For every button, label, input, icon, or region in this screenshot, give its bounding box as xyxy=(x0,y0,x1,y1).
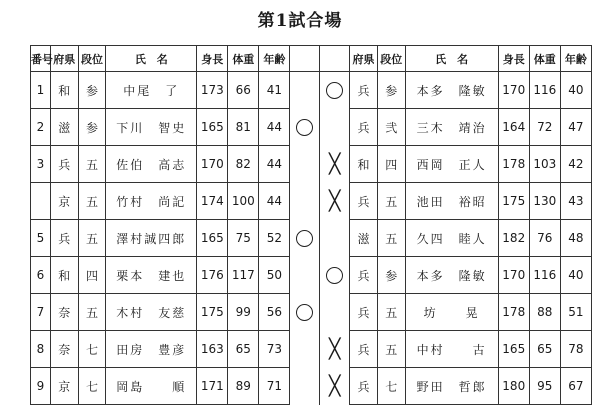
right-prefecture: 兵 xyxy=(350,72,378,109)
right-name: 西岡 正人 xyxy=(405,146,498,183)
right-result xyxy=(320,294,350,331)
left-name: 澤村誠四郎 xyxy=(106,220,197,257)
right-name: 池田 裕昭 xyxy=(405,183,498,220)
left-result xyxy=(290,72,320,109)
right-height: 170 xyxy=(498,257,529,294)
left-result xyxy=(290,220,320,257)
left-height: 165 xyxy=(197,109,228,146)
right-result xyxy=(320,257,350,294)
left-name: 栗本 建也 xyxy=(106,257,197,294)
header-age-right: 年齢 xyxy=(560,46,591,72)
win-circle-icon xyxy=(296,119,313,136)
left-weight: 81 xyxy=(228,109,259,146)
header-weight-left: 体重 xyxy=(228,46,259,72)
header-result-right xyxy=(320,46,350,72)
left-name: 佐伯 高志 xyxy=(106,146,197,183)
right-weight: 95 xyxy=(529,368,560,405)
right-height: 178 xyxy=(498,146,529,183)
left-result xyxy=(290,109,320,146)
left-rank: 四 xyxy=(78,257,106,294)
left-result xyxy=(290,331,320,368)
left-weight: 65 xyxy=(228,331,259,368)
left-weight: 100 xyxy=(228,183,259,220)
left-age: 44 xyxy=(259,183,290,220)
left-name: 中尾 了 xyxy=(106,72,197,109)
left-rank: 五 xyxy=(78,294,106,331)
right-weight: 76 xyxy=(529,220,560,257)
left-prefecture: 和 xyxy=(50,257,78,294)
cross-mark-icon: ╳ xyxy=(329,189,341,212)
right-name: 野田 哲郎 xyxy=(405,368,498,405)
right-rank: 五 xyxy=(377,183,405,220)
right-name: 三木 靖治 xyxy=(405,109,498,146)
left-age: 73 xyxy=(259,331,290,368)
right-age: 40 xyxy=(560,257,591,294)
header-no: 番号 xyxy=(31,46,51,72)
left-height: 173 xyxy=(197,72,228,109)
right-rank: 五 xyxy=(377,220,405,257)
right-prefecture: 兵 xyxy=(350,294,378,331)
header-height-left: 身長 xyxy=(197,46,228,72)
right-age: 51 xyxy=(560,294,591,331)
left-prefecture: 和 xyxy=(50,72,78,109)
header-age-left: 年齢 xyxy=(259,46,290,72)
left-height: 170 xyxy=(197,146,228,183)
row-number: 7 xyxy=(31,294,51,331)
left-height: 163 xyxy=(197,331,228,368)
left-rank: 七 xyxy=(78,331,106,368)
right-age: 78 xyxy=(560,331,591,368)
right-result xyxy=(320,220,350,257)
right-name: 坊 晃 xyxy=(405,294,498,331)
left-rank: 参 xyxy=(78,109,106,146)
left-height: 171 xyxy=(197,368,228,405)
right-result xyxy=(320,331,350,368)
left-rank: 五 xyxy=(78,146,106,183)
header-weight-right: 体重 xyxy=(529,46,560,72)
right-prefecture: 兵 xyxy=(350,257,378,294)
right-height: 165 xyxy=(498,331,529,368)
left-weight: 75 xyxy=(228,220,259,257)
header-rank-right: 段位 xyxy=(377,46,405,72)
left-name: 竹村 尚記 xyxy=(106,183,197,220)
right-weight: 116 xyxy=(529,257,560,294)
left-name: 木村 友慈 xyxy=(106,294,197,331)
row-number: 3 xyxy=(31,146,51,183)
left-weight: 89 xyxy=(228,368,259,405)
left-height: 175 xyxy=(197,294,228,331)
right-name: 本多 隆敏 xyxy=(405,72,498,109)
win-circle-icon xyxy=(326,82,343,99)
page-title: 第1試合場 xyxy=(257,11,343,31)
right-result xyxy=(320,72,350,109)
header-pref-left: 府県 xyxy=(50,46,78,72)
right-rank: 参 xyxy=(377,257,405,294)
right-name: 本多 隆敏 xyxy=(405,257,498,294)
left-result xyxy=(290,183,320,220)
left-weight: 82 xyxy=(228,146,259,183)
header-rank-left: 段位 xyxy=(78,46,106,72)
table-row xyxy=(31,294,592,331)
table-row xyxy=(31,146,592,183)
left-name: 岡島 順 xyxy=(106,368,197,405)
right-age: 40 xyxy=(560,72,591,109)
right-prefecture: 和 xyxy=(350,146,378,183)
left-age: 50 xyxy=(259,257,290,294)
right-height: 170 xyxy=(498,72,529,109)
left-prefecture: 京 xyxy=(50,368,78,405)
left-age: 44 xyxy=(259,109,290,146)
right-height: 182 xyxy=(498,220,529,257)
right-age: 67 xyxy=(560,368,591,405)
left-prefecture: 兵 xyxy=(50,220,78,257)
row-number: 9 xyxy=(31,368,51,405)
header-name-left: 氏 名 xyxy=(106,46,197,72)
right-age: 47 xyxy=(560,109,591,146)
table-row xyxy=(31,368,592,405)
row-number: 8 xyxy=(31,331,51,368)
right-weight: 72 xyxy=(529,109,560,146)
left-age: 44 xyxy=(259,146,290,183)
right-prefecture: 兵 xyxy=(350,368,378,405)
left-weight: 117 xyxy=(228,257,259,294)
cross-mark-icon: ╳ xyxy=(329,337,341,360)
right-rank: 四 xyxy=(377,146,405,183)
right-age: 48 xyxy=(560,220,591,257)
right-rank: 五 xyxy=(377,331,405,368)
right-prefecture: 兵 xyxy=(350,331,378,368)
right-result xyxy=(320,183,350,220)
left-age: 52 xyxy=(259,220,290,257)
table-row xyxy=(31,220,592,257)
win-circle-icon xyxy=(296,304,313,321)
right-weight: 130 xyxy=(529,183,560,220)
left-age: 41 xyxy=(259,72,290,109)
row-number xyxy=(31,183,51,220)
right-weight: 116 xyxy=(529,72,560,109)
cross-mark-icon: ╳ xyxy=(329,374,341,397)
right-age: 43 xyxy=(560,183,591,220)
left-rank: 七 xyxy=(78,368,106,405)
row-number: 2 xyxy=(31,109,51,146)
left-prefecture: 奈 xyxy=(50,331,78,368)
table-row xyxy=(31,72,592,109)
right-rank: 参 xyxy=(377,72,405,109)
right-prefecture: 兵 xyxy=(350,183,378,220)
row-number: 5 xyxy=(31,220,51,257)
row-number: 1 xyxy=(31,72,51,109)
right-result xyxy=(320,109,350,146)
match-table xyxy=(30,45,592,405)
left-age: 56 xyxy=(259,294,290,331)
right-height: 180 xyxy=(498,368,529,405)
right-height: 175 xyxy=(498,183,529,220)
left-height: 174 xyxy=(197,183,228,220)
right-rank: 五 xyxy=(377,294,405,331)
row-number: 6 xyxy=(31,257,51,294)
left-result xyxy=(290,146,320,183)
right-height: 164 xyxy=(498,109,529,146)
left-weight: 99 xyxy=(228,294,259,331)
right-name: 久四 睦人 xyxy=(405,220,498,257)
header-height-right: 身長 xyxy=(498,46,529,72)
right-age: 42 xyxy=(560,146,591,183)
right-prefecture: 兵 xyxy=(350,109,378,146)
left-rank: 参 xyxy=(78,72,106,109)
right-rank: 七 xyxy=(377,368,405,405)
table-row xyxy=(31,109,592,146)
left-height: 165 xyxy=(197,220,228,257)
left-prefecture: 滋 xyxy=(50,109,78,146)
left-rank: 五 xyxy=(78,183,106,220)
left-rank: 五 xyxy=(78,220,106,257)
right-result xyxy=(320,146,350,183)
table-row xyxy=(31,331,592,368)
right-weight: 103 xyxy=(529,146,560,183)
header-result-left xyxy=(290,46,320,72)
left-prefecture: 京 xyxy=(50,183,78,220)
left-name: 田房 豊彦 xyxy=(106,331,197,368)
right-result xyxy=(320,368,350,405)
left-result xyxy=(290,294,320,331)
left-height: 176 xyxy=(197,257,228,294)
right-weight: 65 xyxy=(529,331,560,368)
win-circle-icon xyxy=(296,230,313,247)
cross-mark-icon: ╳ xyxy=(329,152,341,175)
left-prefecture: 奈 xyxy=(50,294,78,331)
left-age: 71 xyxy=(259,368,290,405)
win-circle-icon xyxy=(326,267,343,284)
left-prefecture: 兵 xyxy=(50,146,78,183)
left-name: 下川 智史 xyxy=(106,109,197,146)
header-row xyxy=(31,46,592,72)
right-height: 178 xyxy=(498,294,529,331)
right-rank: 弐 xyxy=(377,109,405,146)
table-row xyxy=(31,183,592,220)
left-result xyxy=(290,257,320,294)
right-prefecture: 滋 xyxy=(350,220,378,257)
header-pref-right: 府県 xyxy=(350,46,378,72)
right-name: 中村 古 xyxy=(405,331,498,368)
left-result xyxy=(290,368,320,405)
header-name-right: 氏 名 xyxy=(405,46,498,72)
right-weight: 88 xyxy=(529,294,560,331)
left-weight: 66 xyxy=(228,72,259,109)
table-row xyxy=(31,257,592,294)
